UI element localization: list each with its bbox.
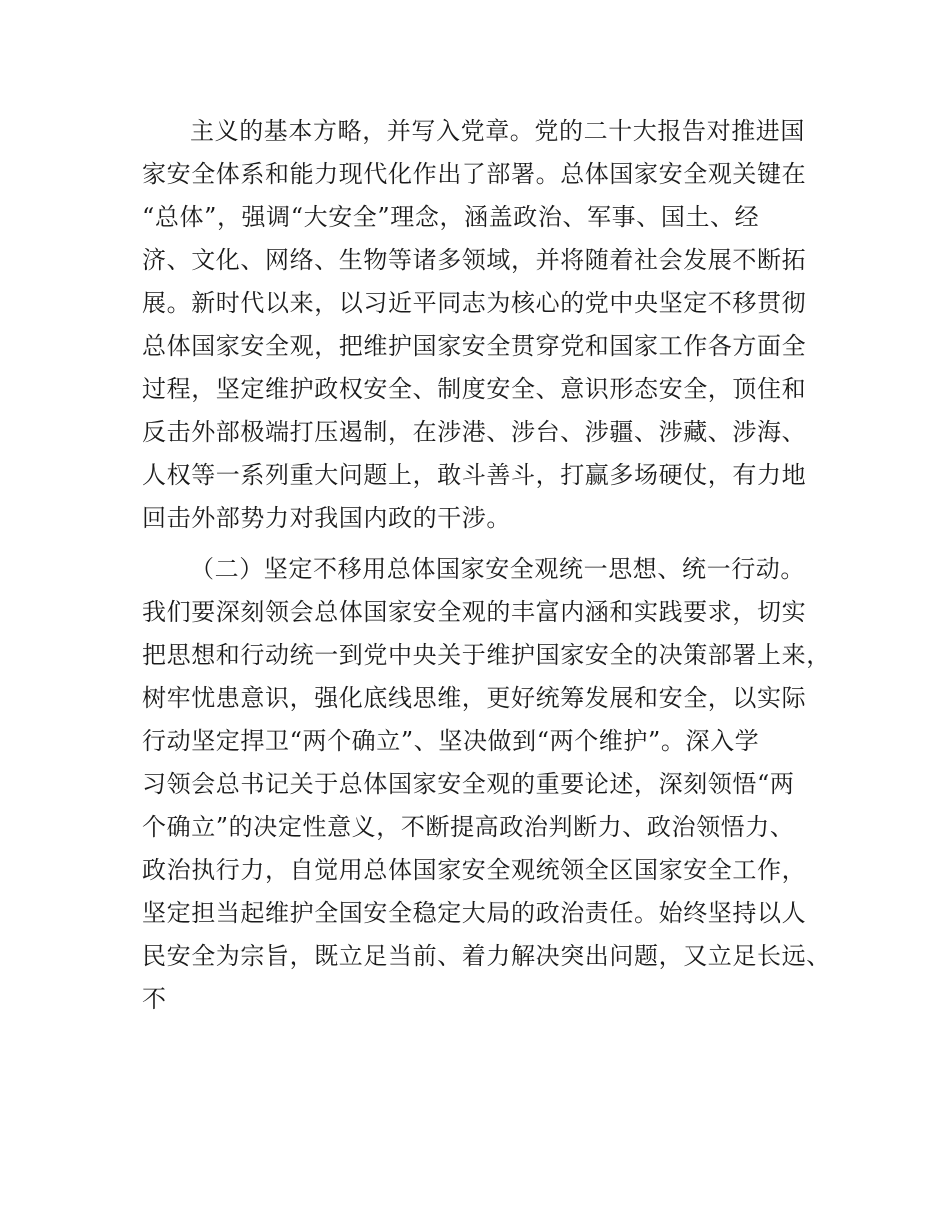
text-line: 个确立”的决定性意义，不断提高政治判断力、政治领悟力、 [142,813,795,841]
text-line: 反击外部极端打压遏制，在涉港、涉台、涉疆、涉藏、涉海、 [142,418,807,446]
text-line: 政治执行力，自觉用总体国家安全观统领全区国家安全工作， [142,856,807,884]
document-body [142,110,842,1021]
paragraph-1 [142,110,842,540]
text-line: 行动坚定捍卫“两个确立”、坚决做到“两个维护”。深入学 [142,727,760,755]
text-line: 济、文化、网络、生物等诸多领域，并将随着社会发展不断拓 [142,246,807,274]
text-line: 坚定担当起维护全国安全稳定大局的政治责任。始终坚持以人 [142,899,807,927]
text-line: 总体国家安全观，把维护国家安全贯穿党和国家工作各方面全 [142,332,807,360]
text-line: 树牢忧患意识，强化底线思维，更好统筹发展和安全，以实际 [142,684,807,712]
text-line: 家安全体系和能力现代化作出了部署。总体国家安全观关键在 [142,160,807,188]
text-line: 回击外部势力对我国内政的干涉。 [142,504,511,532]
text-line: 民安全为宗旨，既立足当前、着力解决突出问题，又立足长远、 [142,942,831,970]
paragraph-2 [142,548,842,1021]
text-line: 习领会总书记关于总体国家安全观的重要论述，深刻领悟“两 [142,770,795,798]
text-line: 我们要深刻领会总体国家安全观的丰富内涵和实践要求，切实 [142,598,807,626]
text-line: 展。新时代以来，以习近平同志为核心的党中央坚定不移贯彻 [142,289,807,317]
text-line: 把思想和行动统一到党中央关于维护国家安全的决策部署上来， [142,641,831,669]
section-heading-line: （二）坚定不移用总体国家安全观统一思想、统一行动。 [190,555,805,583]
text-line: 人权等一系列重大问题上，敢斗善斗，打赢多场硬仗，有力地 [142,461,807,489]
text-line: 主义的基本方略，并写入党章。党的二十大报告对推进国 [190,117,805,145]
text-line: 不 [142,985,167,1013]
paragraph-gap [142,540,842,548]
text-line: 过程，坚定维护政权安全、制度安全、意识形态安全，顶住和 [142,375,807,403]
text-line: “总体”，强调“大安全”理念，涵盖政治、军事、国土、经 [142,203,760,231]
